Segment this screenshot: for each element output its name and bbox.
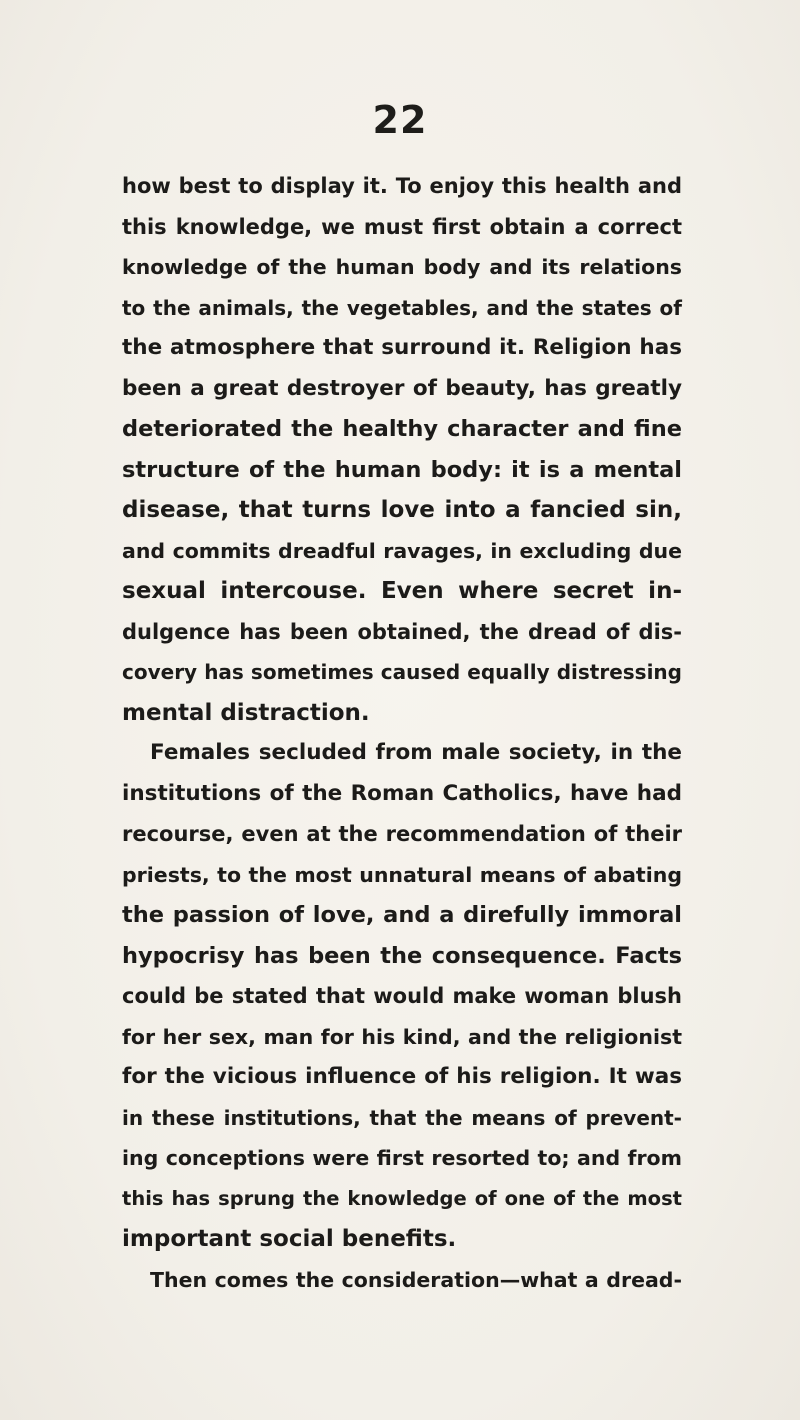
text-line: and commits dreadful ravages, in excluding due — [122, 538, 682, 563]
text-line: structure of the human body: it is a mental — [122, 456, 682, 483]
text-line: Females secluded from male society, in the — [150, 740, 682, 765]
text-line: recourse, even at the recommendation of their — [122, 822, 682, 846]
text-line: knowledge of the human body and its relations — [122, 255, 682, 279]
text-line: deteriorated the healthy character and fine — [122, 416, 682, 442]
text-line: the passion of love, and a direfully immoral — [122, 902, 682, 928]
text-line: priests, to the most unnatural means of abating — [122, 862, 682, 887]
body-text — [122, 166, 682, 1300]
text-line: Then comes the consideration—what a dread- — [150, 1267, 682, 1292]
text-line: this knowledge, we must first obtain a correct — [122, 214, 682, 239]
text-line: disease, that turns love into a fancied sin, — [122, 497, 682, 523]
text-line: for the vicious influence of his religion. It was — [122, 1064, 682, 1089]
text-line: hypocrisy has been the consequence. Facts — [122, 942, 682, 969]
text-line: sexual intercouse. Even where secret in- — [122, 578, 682, 604]
text-line: for her sex, man for his kind, and the religionist — [122, 1024, 682, 1049]
text-line: ing conceptions were first resorted to; and from — [122, 1146, 682, 1170]
text-line: covery has sometimes caused equally distressing — [122, 660, 682, 684]
text-line: to the animals, the vegetables, and the states of — [122, 295, 682, 320]
text-line: in these institutions, that the means of prevent- — [122, 1105, 682, 1130]
text-line: could be stated that would make woman blush — [122, 984, 682, 1008]
text-line: the atmosphere that surround it. Religion has — [122, 335, 682, 360]
text-line: important social benefits. — [122, 1226, 457, 1252]
text-line: this has sprung the knowledge of one of the most — [122, 1186, 682, 1210]
text-line: mental distraction. — [122, 699, 370, 726]
text-line: institutions of the Roman Catholics, have had — [122, 780, 682, 806]
text-line: how best to display it. To enjoy this health and — [122, 174, 682, 198]
text-line: dulgence has been obtained, the dread of dis- — [122, 619, 682, 644]
text-line: been a great destroyer of beauty, has greatly — [122, 375, 682, 401]
page-number: 22 — [372, 98, 428, 142]
